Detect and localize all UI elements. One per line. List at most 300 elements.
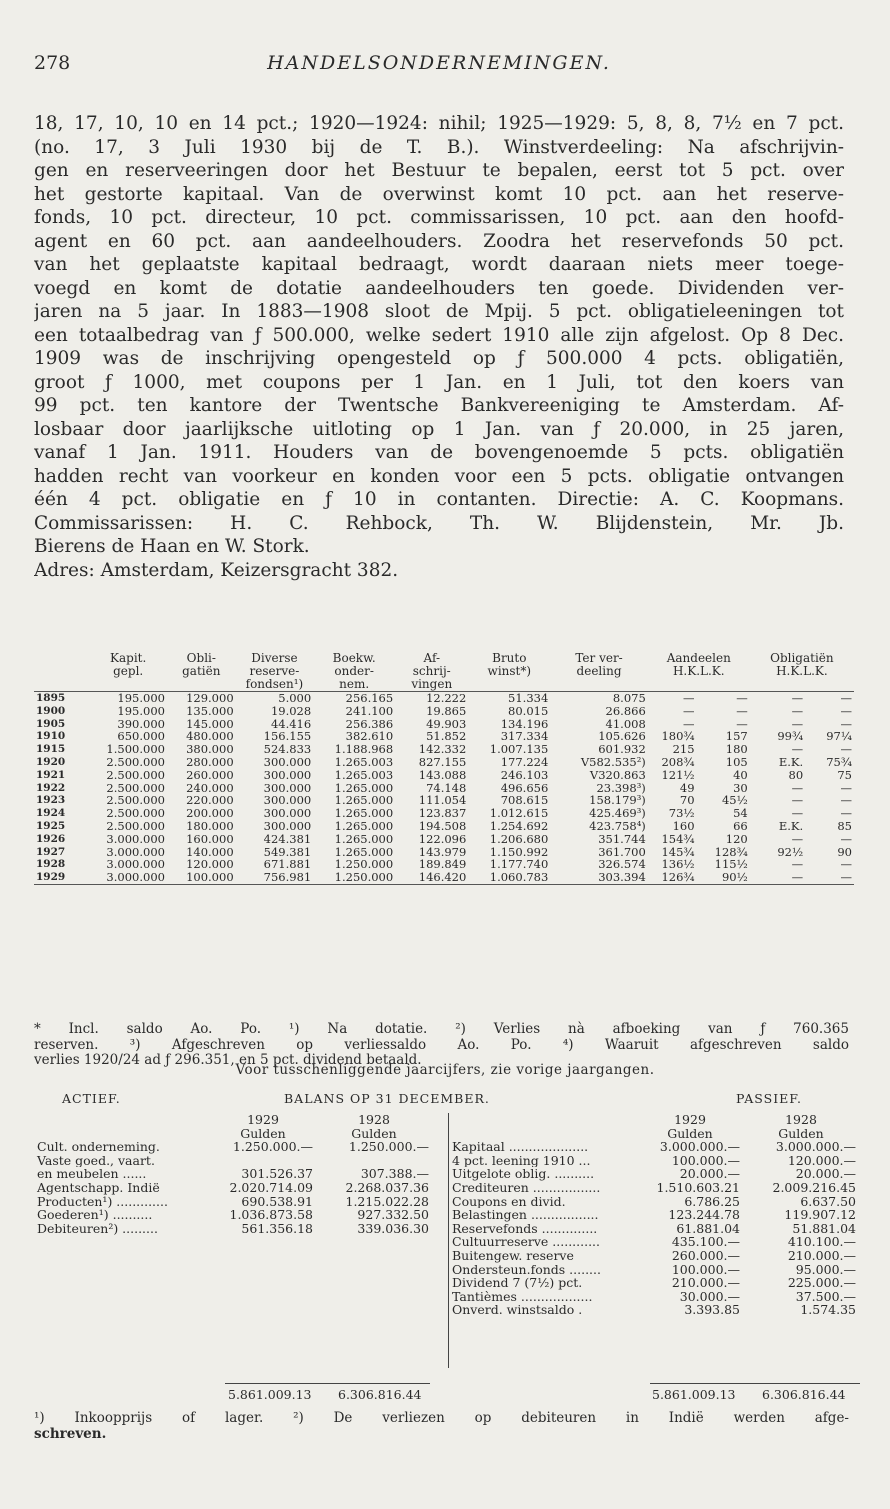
body-line: 99 pct. ten kantore der Twentsche Bankvereeniging te Amsterdam. Af-	[34, 395, 844, 416]
stats-cell: 2.500.000	[106, 754, 165, 769]
stats-cell: 382.610	[345, 729, 394, 744]
actief-item-label: Vaste goed., vaart.	[37, 1153, 155, 1168]
stats-cell: 3.000.000	[106, 831, 165, 846]
passief-row	[449, 1181, 859, 1195]
stats-cell: 423.758⁴)	[589, 818, 646, 833]
stats-cell: 246.103	[500, 767, 549, 782]
stats-year: 1929	[34, 871, 89, 884]
balance-title: BALANS OP 31 DECEMBER.	[284, 1091, 490, 1106]
body-line: het gestorte kapitaal. Van de overwinst komt 10 pct. aan het reserve-	[34, 183, 844, 205]
stats-cell: —	[840, 793, 852, 808]
stats-header-cell: Aandeelen	[666, 651, 731, 665]
page-number: 278	[34, 52, 71, 74]
stats-cell: 45½	[721, 793, 748, 808]
stats-cell: 549.381	[263, 844, 312, 859]
body-line: van het geplaatste kapitaal bedraagt, wordt daaraan niets meer toege-	[34, 254, 844, 275]
stats-cell: —	[840, 831, 852, 846]
actief-item-value: 2.020.714.09	[229, 1179, 313, 1195]
stats-cell: 97¼	[826, 729, 852, 744]
stats-cell: 300.000	[263, 793, 312, 808]
stats-year: 1926	[36, 832, 66, 845]
passief-row	[449, 1249, 859, 1263]
stats-cell: 120	[725, 831, 748, 846]
passief-row	[449, 1290, 859, 1304]
actief-item-value: 339.036.30	[357, 1220, 429, 1236]
actief-item-label: Cult. onderneming.	[37, 1140, 160, 1154]
actief-item-value: 690.538.91	[241, 1193, 313, 1209]
stats-cell: 1.250.000	[313, 871, 395, 884]
stats-cell: 49.903	[426, 716, 467, 731]
stats-header-cell: gepl.	[113, 664, 144, 678]
stats-year: 1921	[36, 768, 66, 781]
stats-cell: 256.165	[345, 691, 394, 705]
passief-row	[449, 1154, 859, 1168]
stats-cell: 303.394	[550, 871, 648, 884]
body-line: een totaalbedrag van ƒ 500.000, welke sedert 1910 alle zijn afgelost. Op 8 Dec.	[34, 324, 844, 346]
stats-cell: 121½	[661, 767, 695, 782]
stats-cell: —	[840, 716, 852, 731]
page-header	[34, 52, 844, 78]
stats-cell: 390.000	[117, 716, 165, 731]
passief-year-header: 1928	[785, 1112, 817, 1127]
stats-cell: 424.381	[263, 831, 312, 846]
stats-cell: —	[791, 857, 804, 872]
stats-cell: 300.000	[263, 780, 312, 795]
stats-cell: 480.000	[186, 729, 234, 744]
stats-cell: 143.979	[418, 844, 467, 859]
balance-heading	[34, 1091, 854, 1109]
stats-header-cell	[750, 678, 854, 692]
actief-row	[34, 1140, 432, 1154]
stats-cell: 3.000.000	[89, 871, 167, 884]
passief-row	[449, 1208, 859, 1222]
passief-row	[449, 1263, 859, 1277]
stats-cell: 51.334	[508, 691, 549, 705]
total-actief-1929: 5.861.009.13	[228, 1387, 312, 1402]
stats-header-cell: deeling	[576, 664, 622, 678]
stats-cell: 136½	[661, 857, 695, 872]
stats-cell: 195.000	[117, 703, 165, 718]
passief-item-label: Buitengew. reserve	[452, 1248, 574, 1263]
stats-cell: —	[683, 716, 695, 731]
stats-cell: 650.000	[117, 729, 165, 744]
stats-year: 1925	[36, 819, 66, 832]
stats-row	[34, 756, 854, 769]
total-rule-left	[225, 1383, 430, 1384]
stats-cell: 49	[679, 780, 695, 795]
passief-row	[449, 1276, 859, 1290]
stats-cell: 5.000	[278, 691, 312, 705]
address-line: Adres: Amsterdam, Keizersgracht 382.	[34, 559, 399, 581]
stats-cell: 3.000.000	[106, 844, 165, 859]
actief-item-label: Goederen¹) ..........	[37, 1208, 153, 1222]
stats-cell: 260.000	[186, 767, 234, 782]
stats-cell: 158.179³)	[589, 793, 646, 808]
stats-row	[34, 871, 854, 884]
stats-cell: 160	[672, 818, 695, 833]
actief-item-label: Agentschapp. Indië	[37, 1180, 160, 1195]
stats-cell: 145¾	[661, 844, 695, 859]
stats-cell: 51.852	[426, 729, 467, 744]
blank	[34, 1113, 210, 1127]
stats-header-cell: H.K.L.K.	[776, 664, 828, 678]
stats-cell: —	[683, 703, 695, 718]
stats-cell: —	[791, 691, 804, 705]
actief-item-label: Producten¹) .............	[37, 1194, 168, 1209]
passief-row	[449, 1140, 859, 1154]
company-description	[34, 112, 844, 582]
stats-cell: 123.837	[418, 806, 467, 821]
balance-footnotes	[34, 1410, 849, 1442]
actief-item-value	[316, 1154, 432, 1168]
stats-cell: 12.222	[426, 691, 467, 705]
stats-cell: 156.155	[263, 729, 312, 744]
actief-year-header: 1928	[358, 1112, 390, 1127]
stats-cell: 134.196	[500, 716, 549, 731]
total-passief-1929: 5.861.009.13	[652, 1387, 736, 1402]
stats-cell: 75¾	[826, 754, 852, 769]
passief-item-value: 20.000.—	[795, 1166, 856, 1182]
stats-header-cell: Obli-	[186, 651, 216, 665]
stats-cell: 160.000	[186, 831, 234, 846]
actief-item-label: Debiteuren²) .........	[37, 1221, 158, 1236]
passief-item-value: 119.907.12	[784, 1207, 856, 1223]
body-line: voegd en komt de dotatie aandeelhouders ten goede. Dividenden ver-	[34, 277, 844, 299]
stats-cell: 2.500.000	[106, 793, 165, 808]
actief-item-label: en meubelen ......	[37, 1167, 147, 1181]
passief-item-value: 210.000.—	[671, 1275, 740, 1291]
stats-cell: 23.398³)	[596, 780, 646, 795]
body-line: Commissarissen: H. C. Rehbock, Th. W. Blijdenstein, Mr. Jb.	[34, 512, 844, 534]
stats-cell: 300.000	[263, 818, 312, 833]
stats-header-cell	[34, 678, 89, 692]
passief-item-value: 95.000.—	[795, 1261, 856, 1277]
stats-cell: 85	[837, 818, 852, 833]
body-line: één 4 pct. obligatie en ƒ 10 in contanten. Directie: A. C. Koopmans.	[34, 489, 844, 510]
stats-cell: 75	[837, 767, 852, 782]
stats-cell: —	[750, 871, 805, 884]
stats-cell: 180	[725, 742, 748, 757]
stats-cell: 1.206.680	[489, 831, 549, 846]
passief-item-value: 123.244.78	[668, 1207, 740, 1223]
stats-year: 1920	[36, 755, 66, 768]
stats-cell: 40	[733, 767, 748, 782]
note-line: verlies 1920/24 ad ƒ 296.351, en 5 pct. dividend betaald.	[34, 1052, 422, 1068]
stats-cell: —	[736, 691, 748, 705]
passief-label: PASSIEF.	[736, 1091, 802, 1106]
actief-row	[34, 1195, 432, 1209]
passief-item-value: 3.000.000.—	[775, 1139, 856, 1155]
passief-item-value: 225.000.—	[787, 1275, 856, 1291]
stats-cell: 194.508	[418, 818, 467, 833]
passief-item-label: Kapitaal ....................	[452, 1140, 589, 1154]
blank	[34, 1127, 210, 1141]
stats-cell: 100.000	[167, 871, 236, 884]
stats-header-cell: H.K.L.K.	[672, 664, 725, 678]
stats-cell: 3.000.000	[106, 857, 165, 872]
passief-item-value: 61.881.04	[676, 1220, 740, 1236]
stats-cell: 105.626	[598, 729, 646, 744]
passief-row	[449, 1222, 859, 1236]
passief-item-value: 51.881.04	[792, 1220, 856, 1236]
stats-cell: E.K.	[778, 818, 804, 833]
stats-header-cell: vingen	[395, 678, 468, 692]
stats-cell: 146.420	[395, 871, 468, 884]
stats-cell: 1.265.000	[334, 806, 394, 821]
stats-year: 1923	[36, 794, 66, 807]
actief-item-value: 1.215.022.28	[345, 1193, 429, 1209]
body-line: fonds, 10 pct. directeur, 10 pct. commissarissen, 10 pct. aan den hoofd-	[34, 207, 844, 228]
stats-cell: 2.500.000	[106, 767, 165, 782]
stats-cell: 300.000	[263, 754, 312, 769]
stats-cell: 128¾	[714, 844, 748, 859]
stats-cell: 140.000	[186, 844, 234, 859]
stats-cell: 41.008	[605, 716, 646, 731]
stats-cell: 2.500.000	[106, 780, 165, 795]
stats-cell: 157	[725, 729, 748, 744]
stats-cell: 115½	[714, 857, 748, 872]
stats-cell: 73½	[668, 806, 695, 821]
passief-item-value: 260.000.—	[671, 1247, 740, 1263]
passief-item-label: Ondersteun.fonds ........	[452, 1262, 601, 1277]
stats-cell: 143.088	[418, 767, 467, 782]
stats-cell: 80	[788, 767, 804, 782]
stats-year: 1900	[36, 704, 66, 717]
stats-cell: 90	[837, 844, 852, 859]
passief-item-value: 1.510.603.21	[656, 1179, 740, 1195]
stats-header-cell: Kapit.	[110, 651, 147, 665]
stats-cell: 154¾	[661, 831, 695, 846]
passief-item-value: 435.100.—	[671, 1234, 740, 1250]
passief-item-label: 4 pct. leening 1910 ...	[452, 1153, 591, 1168]
stats-year: 1927	[36, 845, 66, 858]
stats-header-cell	[468, 678, 550, 692]
actief-item-value: 1.036.873.58	[229, 1207, 313, 1223]
stats-cell: 200.000	[186, 806, 234, 821]
actief-row	[34, 1167, 432, 1181]
stats-row	[34, 705, 854, 718]
stats-cell: 126¾	[648, 871, 697, 884]
balance-sheet	[34, 1091, 856, 1318]
stats-cell: 145.000	[186, 716, 234, 731]
stats-cell: 189.849	[418, 857, 467, 872]
stats-cell: 756.981	[236, 871, 314, 884]
stats-cell: 30	[733, 780, 748, 795]
stats-cell: 1.060.783	[468, 871, 550, 884]
stats-year: 1924	[36, 807, 66, 820]
body-line: agent en 60 pct. aan aandeelhouders. Zoodra het reservefonds 50 pct.	[34, 230, 844, 252]
stats-cell: 195.000	[117, 691, 165, 705]
stats-cell: 19.028	[270, 703, 312, 718]
stats-cell: 111.054	[418, 793, 467, 808]
passief-item-label: Belastingen .................	[452, 1208, 599, 1222]
running-title: HANDELSONDERNEMINGEN.	[267, 52, 611, 74]
actief-item-value: 307.388.—	[360, 1166, 429, 1182]
stats-cell: 129.000	[186, 691, 234, 705]
passief-item-value: 20.000.—	[679, 1166, 740, 1182]
stats-cell: —	[840, 691, 852, 705]
passief-item-value: 210.000.—	[787, 1247, 856, 1263]
stats-cell: 220.000	[186, 793, 234, 808]
liabilities-column	[448, 1113, 859, 1368]
stats-cell: 26.866	[605, 703, 646, 718]
stats-cell: 74.148	[426, 780, 467, 795]
body-line: jaren na 5 jaar. In 1883—1908 sloot de Mpij. 5 pct. obligatieleeningen tot	[34, 301, 844, 322]
blank	[449, 1113, 637, 1127]
stats-row	[34, 692, 854, 705]
note-line: * Incl. saldo Ao. Po. ¹) Na dotatie. ²) Verlies nà afboeking van ƒ 760.365	[34, 1021, 849, 1037]
stats-cell: —	[791, 742, 804, 757]
actief-year-header: 1929	[247, 1112, 279, 1127]
stats-cell: 66	[733, 818, 748, 833]
body-line: gen en reserveeringen door het Bestuur te bepalen, eerst tot 5 pct. over	[34, 160, 844, 181]
body-line: 18, 17, 10, 10 en 14 pct.; 1920—1924: nihil; 1925—1929: 5, 8, 8, 7½ en 7 pct.	[34, 113, 844, 134]
total-rule-right	[650, 1383, 860, 1384]
stats-cell: —	[683, 691, 695, 705]
actief-row	[34, 1208, 432, 1222]
body-line: 1909 was de inschrijving opengesteld op ƒ 500.000 4 pcts. obligatiën,	[34, 348, 844, 369]
stats-header-cell: Bruto	[492, 651, 527, 665]
stats-cell: 351.744	[598, 831, 646, 846]
stats-header-cell: reserve-	[249, 664, 300, 678]
stats-cell: 70	[679, 793, 695, 808]
stats-header-cell: Af-	[423, 651, 441, 665]
stats-header-cell: schrij-	[412, 664, 451, 678]
stats-cell: 1.265.003	[334, 754, 394, 769]
stats-cell: 1.254.692	[489, 818, 549, 833]
passief-item-value: 30.000.—	[679, 1288, 740, 1304]
stats-cell: 180.000	[186, 818, 234, 833]
passief-item-value: 1.574.35	[800, 1302, 856, 1318]
stats-cell: 361.700	[598, 844, 646, 859]
body-line: losbaar door jaarlijksche uitloting op 1 Jan. van ƒ 20.000, in 25 jaren,	[34, 418, 844, 440]
stats-header-cell: fondsen¹)	[236, 678, 314, 692]
stats-cell: 54	[733, 806, 748, 821]
passief-item-value: 120.000.—	[787, 1152, 856, 1168]
stats-cell: —	[791, 831, 804, 846]
body-line: hadden recht van voorkeur en konden voor een 5 pcts. obligatie ontvangen	[34, 465, 844, 487]
stats-cell: 105	[725, 754, 748, 769]
stats-cell: 496.656	[500, 780, 549, 795]
stats-row	[34, 820, 854, 833]
footnote-line: schreven.	[34, 1426, 107, 1442]
stats-cell: —	[791, 806, 804, 821]
stats-cell: —	[736, 716, 748, 731]
stats-header-cell: winst*)	[487, 664, 532, 678]
actief-label: ACTIEF.	[62, 1091, 121, 1106]
stats-cell: —	[840, 780, 852, 795]
stats-cell: 524.833	[263, 742, 312, 757]
stats-cell: 92½	[777, 844, 804, 859]
actief-currency-header: Gulden	[240, 1125, 286, 1141]
stats-cell: E.K.	[778, 754, 804, 769]
stats-cell: 135.000	[186, 703, 234, 718]
note-line: reserven. ³) Afgeschreven op verliessaldo Ao. Po. ⁴) Waaruit afgeschreven saldo	[34, 1036, 849, 1053]
stats-header-cell: Obligatiën	[770, 651, 834, 665]
stats-header-cell	[550, 678, 648, 692]
stats-cell: 44.416	[270, 716, 312, 731]
stats-cell: 2.500.000	[106, 806, 165, 821]
stats-cell: —	[736, 703, 748, 718]
passief-year-header: 1929	[674, 1112, 706, 1127]
stats-cell: 300.000	[263, 806, 312, 821]
stats-row	[34, 769, 854, 782]
stats-cell: 1.150.992	[489, 844, 549, 859]
actief-currency-header: Gulden	[351, 1125, 397, 1141]
stats-header-cell	[648, 678, 750, 692]
stats-cell: 300.000	[263, 767, 312, 782]
stats-cell: —	[791, 780, 804, 795]
stats-header-cell	[34, 665, 89, 678]
stats-cell: V320.863	[589, 767, 646, 782]
stats-header-cell	[167, 678, 236, 692]
stats-cell: —	[840, 703, 852, 718]
passief-item-label: Reservefonds ..............	[452, 1221, 598, 1236]
passief-item-value: 100.000.—	[671, 1261, 740, 1277]
stats-cell: 326.574	[598, 857, 646, 872]
passief-item-value: 37.500.—	[795, 1288, 856, 1304]
stats-cell: —	[840, 857, 852, 872]
actief-row	[34, 1181, 432, 1195]
stats-header-cell	[34, 652, 89, 665]
stats-year: 1895	[36, 692, 66, 704]
stats-cell: 215	[672, 742, 695, 757]
stats-cell: —	[805, 871, 854, 884]
actief-item-value: 2.268.037.36	[345, 1179, 429, 1195]
stats-cell: 1.500.000	[106, 742, 165, 757]
stats-cell: —	[791, 793, 804, 808]
stats-header-cell: Ter ver-	[575, 651, 623, 665]
passief-item-value: 100.000.—	[671, 1152, 740, 1168]
stats-cell: 1.265.000	[334, 793, 394, 808]
stats-year: 1922	[36, 781, 66, 794]
actief-item-value: 1.250.000.—	[348, 1139, 429, 1155]
stats-cell: —	[791, 703, 804, 718]
stats-year: 1910	[36, 730, 66, 743]
body-line: Bierens de Haan en W. Stork.	[34, 536, 310, 557]
stats-cell: 180¾	[661, 729, 695, 744]
passief-row	[449, 1195, 859, 1209]
stats-cell: 425.469³)	[589, 806, 646, 821]
blank	[449, 1127, 637, 1141]
stats-cell: —	[791, 716, 804, 731]
stats-cell: 380.000	[186, 742, 234, 757]
passief-item-label: Tantièmes ..................	[452, 1289, 593, 1304]
passief-row	[449, 1303, 859, 1317]
stats-cell: 256.386	[345, 716, 394, 731]
stats-cell: 19.865	[426, 703, 467, 718]
stats-year: 1928	[36, 858, 66, 871]
stats-header-cell: Boekw.	[332, 651, 376, 665]
passief-item-value: 410.100.—	[787, 1234, 856, 1250]
total-actief-1928: 6.306.816.44	[338, 1387, 422, 1402]
passief-row	[449, 1167, 859, 1181]
stats-year: 1905	[36, 717, 66, 730]
stats-cell: 1.188.968	[334, 742, 394, 757]
stats-cell: 601.932	[598, 742, 646, 757]
stats-cell: 317.334	[500, 729, 549, 744]
stats-cell: 1.012.615	[489, 806, 549, 821]
stats-header-cell: gatiën	[182, 664, 221, 678]
actief-item-value: 1.250.000.—	[232, 1139, 313, 1155]
passief-item-label: Uitgelote oblig. ..........	[452, 1167, 595, 1181]
passief-item-value: 6.637.50	[800, 1193, 856, 1209]
passief-item-value: 6.786.25	[684, 1193, 740, 1209]
actief-item-value: 927.332.50	[357, 1207, 429, 1223]
assets-column	[34, 1113, 432, 1235]
body-line: groot ƒ 1000, met coupons per 1 Jan. en 1 Juli, tot den koers van	[34, 371, 844, 393]
actief-row	[34, 1154, 432, 1168]
